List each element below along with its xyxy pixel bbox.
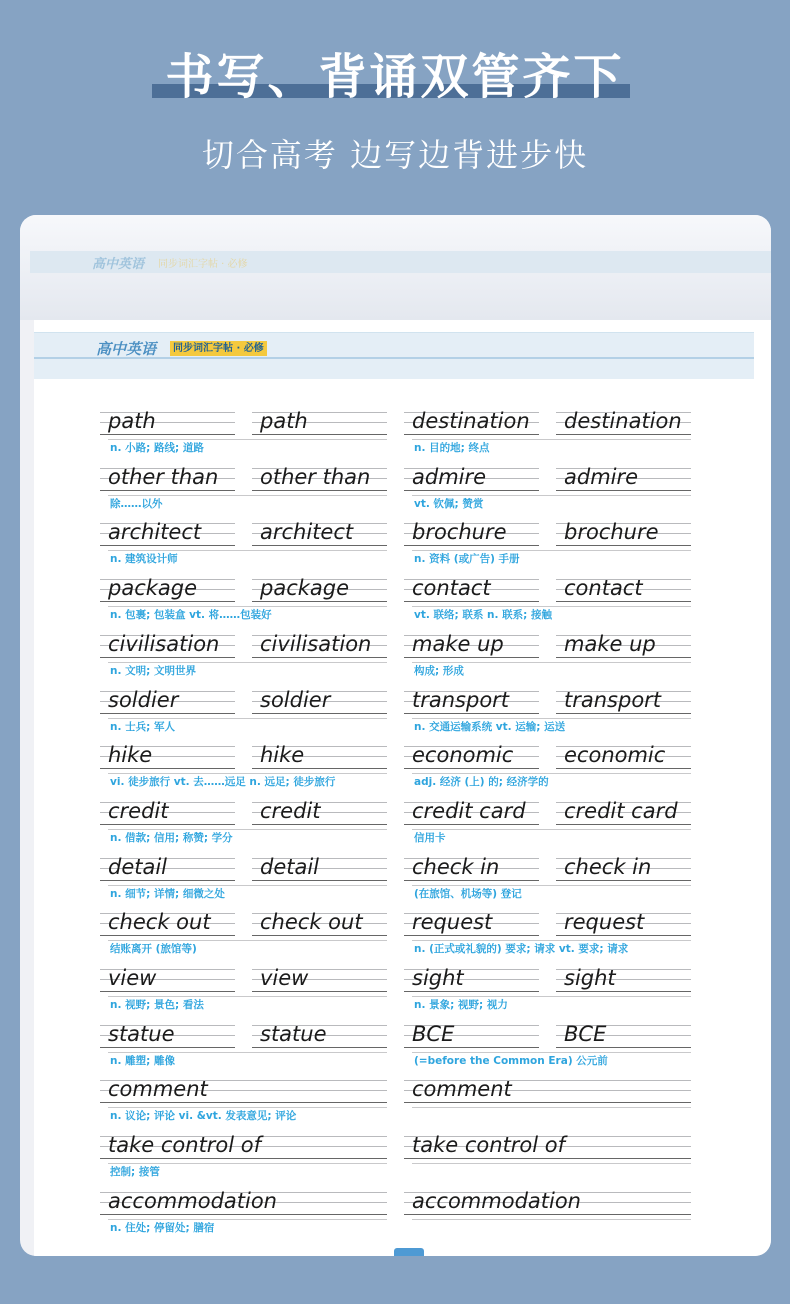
vocab-word: BCE	[412, 1022, 455, 1046]
definition-left: n. 小路; 路线; 道路	[110, 440, 387, 456]
vocab-word: BCE	[564, 1022, 607, 1046]
vocab-word: civilisation	[260, 632, 372, 656]
vocab-word: comment	[412, 1077, 512, 1101]
vocab-word: other than	[108, 465, 219, 489]
page-title: 书写、背诵双管齐下	[165, 49, 625, 105]
vocab-word: transport	[412, 688, 510, 712]
vocab-word: contact	[564, 576, 643, 600]
vocab-word: architect	[108, 520, 202, 544]
vocab-word: view	[260, 966, 309, 990]
copybook-photo	[20, 215, 771, 1256]
vocab-word: path	[108, 409, 156, 433]
vocab-word: soldier	[108, 688, 179, 712]
page-subtitle: 切合高考 边写边背进步快	[201, 136, 589, 174]
definition-right	[414, 1108, 691, 1124]
definition-left: n. 视野; 景色; 看法	[110, 997, 387, 1013]
vocab-word: brochure	[412, 520, 507, 544]
definition-right: 构成; 形成	[414, 663, 691, 679]
vocab-word: civilisation	[108, 632, 220, 656]
vocab-word: make up	[412, 632, 504, 656]
vocab-word: check in	[412, 855, 500, 879]
previous-page-edge	[20, 215, 771, 320]
vocab-word: detail	[260, 855, 320, 879]
definition-right: (=before the Common Era) 公元前	[414, 1053, 691, 1069]
vocab-word: destination	[412, 409, 530, 433]
definition-left: 控制; 接管	[110, 1164, 387, 1180]
vocab-word: take control of	[412, 1133, 566, 1157]
definition-right: (在旅馆、机场等) 登记	[414, 886, 691, 902]
vocab-word: other than	[260, 465, 371, 489]
page-logo: 高中英语	[96, 340, 157, 358]
vocab-word: sight	[564, 966, 616, 990]
vocab-word: transport	[564, 688, 662, 712]
vocab-word: contact	[412, 576, 491, 600]
definition-left: n. 借款; 信用; 称赞; 学分	[110, 830, 387, 846]
vocab-word: admire	[564, 465, 639, 489]
book-tag: 同步词汇字帖 · 必修	[170, 341, 267, 356]
definition-left: vi. 徒步旅行 vt. 去……远足 n. 远足; 徒步旅行	[110, 774, 387, 790]
vocab-word: request	[564, 910, 645, 934]
vocab-word: take control of	[108, 1133, 262, 1157]
vocab-word: check out	[260, 910, 363, 934]
vocab-word: accommodation	[108, 1189, 277, 1213]
vocab-word: credit card	[412, 799, 526, 823]
vocab-word: soldier	[260, 688, 331, 712]
vocab-word: economic	[412, 743, 514, 767]
definition-left: n. 士兵; 军人	[110, 719, 387, 735]
definition-right: 信用卡	[414, 830, 691, 846]
vocab-word: view	[108, 966, 157, 990]
definition-right: n. 资料 (或广告) 手册	[414, 551, 691, 567]
vocab-word: economic	[564, 743, 666, 767]
vocab-word: detail	[108, 855, 168, 879]
vocab-word: check out	[108, 910, 211, 934]
definition-right	[414, 1164, 691, 1180]
definition-left: n. 文明; 文明世界	[110, 663, 387, 679]
previous-page-subtitle: 同步词汇字帖 · 必修	[158, 259, 248, 270]
definition-left: 除……以外	[110, 496, 387, 512]
definition-right: n. 交通运输系统 vt. 运输; 运送	[414, 719, 691, 735]
definition-left: n. 住处; 停留处; 膳宿	[110, 1220, 387, 1236]
vocab-word: architect	[260, 520, 354, 544]
vocab-word: hike	[260, 743, 305, 767]
definition-left: n. 细节; 详情; 细微之处	[110, 886, 387, 902]
definition-right: n. 目的地; 终点	[414, 440, 691, 456]
vocab-word: admire	[412, 465, 487, 489]
definition-right: adj. 经济 (上) 的; 经济学的	[414, 774, 691, 790]
vocab-word: credit	[260, 799, 321, 823]
definition-left: 结账离开 (旅馆等)	[110, 941, 387, 957]
vocab-word: statue	[260, 1022, 327, 1046]
definition-left: n. 雕塑; 雕像	[110, 1053, 387, 1069]
vocab-word: sight	[412, 966, 464, 990]
vocab-word: statue	[108, 1022, 175, 1046]
definition-left: n. 包裹; 包装盒 vt. 将……包装好	[110, 607, 387, 623]
vocab-word: check in	[564, 855, 652, 879]
copybook-page	[34, 320, 771, 1256]
vocab-word: destination	[564, 409, 682, 433]
previous-page-logo: 高中英语	[92, 257, 145, 272]
definition-right: vt. 联络; 联系 n. 联系; 接触	[414, 607, 691, 623]
definition-right: n. (正式或礼貌的) 要求; 请求 vt. 要求; 请求	[414, 941, 691, 957]
definition-right: vt. 钦佩; 赞赏	[414, 496, 691, 512]
vocab-word: credit card	[564, 799, 678, 823]
vocab-word: request	[412, 910, 493, 934]
vocab-word: accommodation	[412, 1189, 581, 1213]
vocab-word: hike	[108, 743, 153, 767]
definition-right: n. 景象; 视野; 视力	[414, 997, 691, 1013]
vocab-word: package	[108, 576, 198, 600]
page-number-tab	[394, 1248, 424, 1256]
vocab-word: make up	[564, 632, 656, 656]
vocab-word: comment	[108, 1077, 208, 1101]
vocab-word: package	[260, 576, 350, 600]
definition-left: n. 建筑设计师	[110, 551, 387, 567]
vocab-word: path	[260, 409, 308, 433]
definition-right	[414, 1220, 691, 1236]
vocab-word: brochure	[564, 520, 659, 544]
definition-left: n. 议论; 评论 vi. &vt. 发表意见; 评论	[110, 1108, 387, 1124]
vocab-word: credit	[108, 799, 169, 823]
